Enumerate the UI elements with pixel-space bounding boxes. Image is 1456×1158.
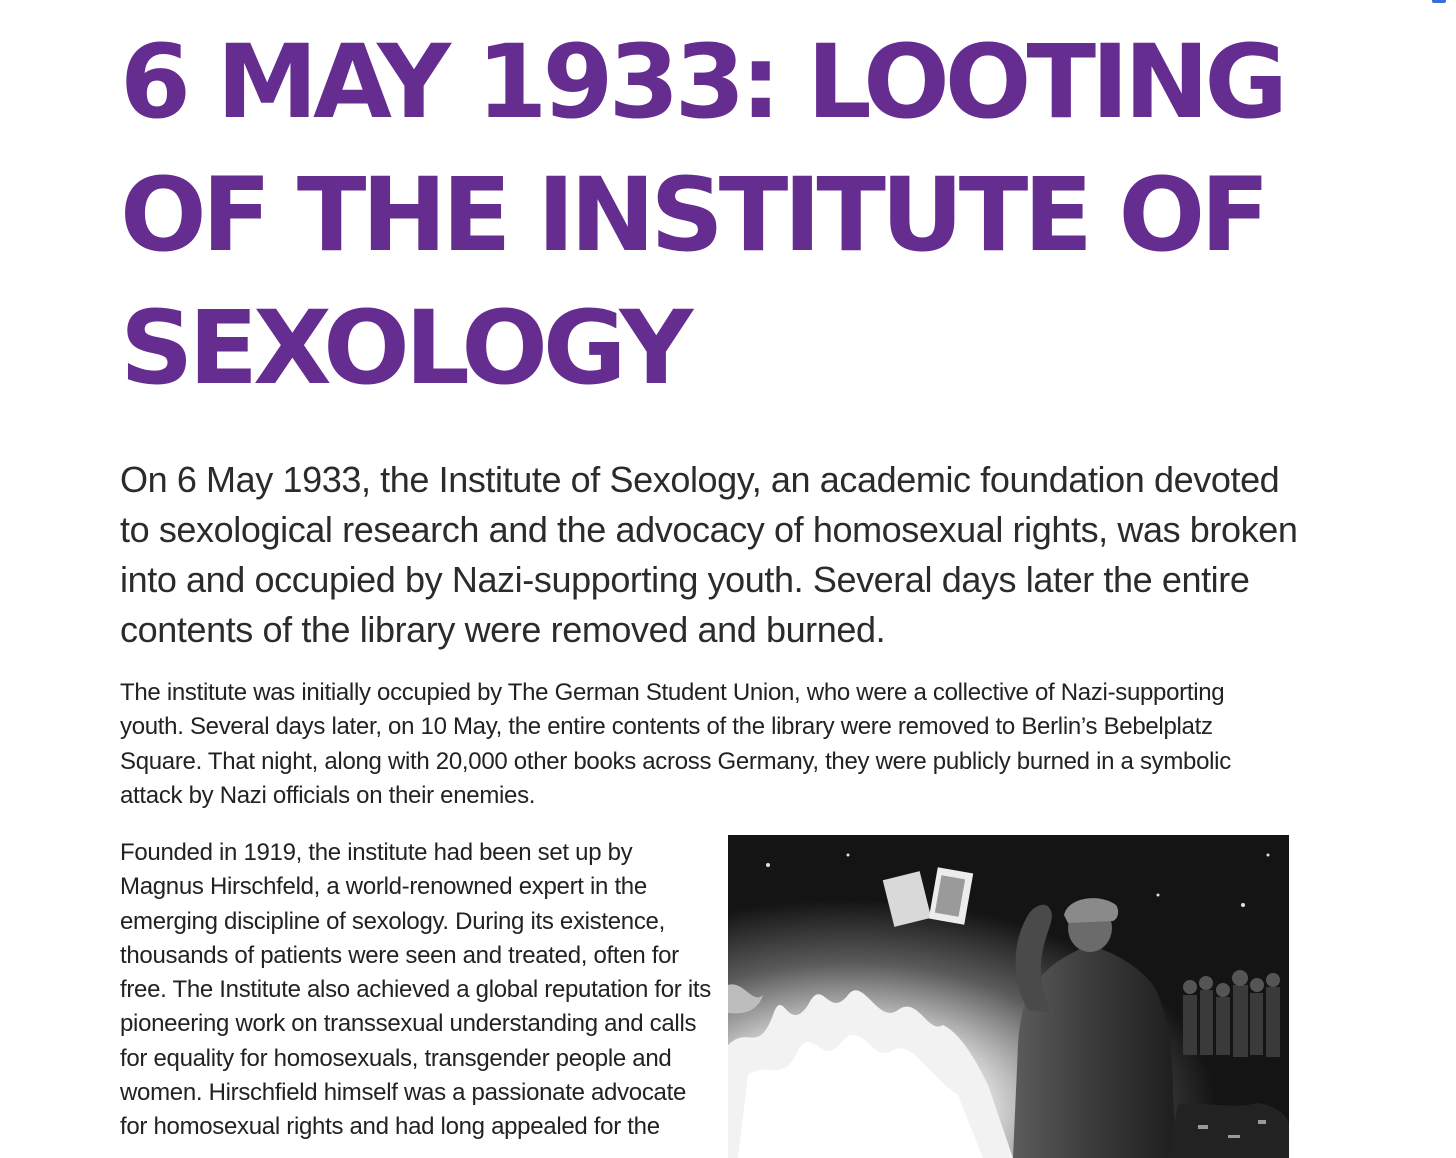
article-paragraph-2: Founded in 1919, the institute had been set up by Magnus Hirschfeld, a world-renowned expert in the emerging discipline of sexology. During its existence, thousands of patients were seen and treated, often for free. The Institute also achieved a global reputation for its pioneering work on transsexual understanding and calls for equality for homosexuals, transgender people and women. Hirschfield himself was a passionate advocate for homosexual rights and had long appealed for the	[120, 839, 711, 1141]
book-burning-image	[728, 835, 1289, 1158]
scroll-indicator	[1432, 0, 1446, 3]
page-title: 6 MAY 1933: LOOTING OF THE INSTITUTE OF SEXOLOGY	[120, 23, 1284, 408]
article-paragraph-1: The institute was initially occupied by The German Student Union, who were a collective of Nazi-supporting youth. Several days later, on 10 May, the entire contents of the library were removed to Berlin’s Bebelplatz Square. That night, along with 20,000 other books across Germany, they were publicly burned in a symbolic attack by Nazi officials on their enemies.	[120, 679, 1231, 809]
article-lead: On 6 May 1933, the Institute of Sexology, an academic foundation devoted to sexological research and the advocacy of homosexual rights, was broken into and occupied by Nazi-supporting youth. Several days later the entire contents of the library were removed and burned.	[120, 459, 1298, 650]
book-burning-photo	[728, 835, 1289, 1158]
